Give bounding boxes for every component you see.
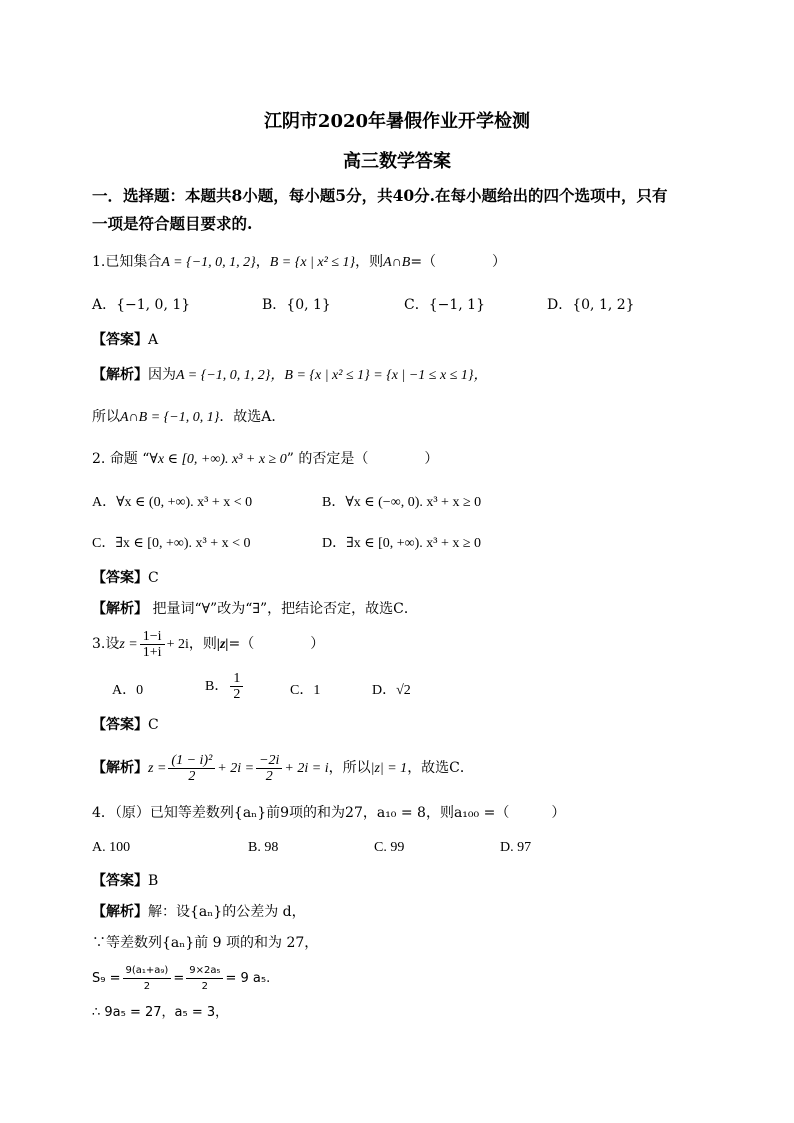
q1-analysis-math: A = {−1, 0, 1, 2}，B = {x | x² ≤ 1} = {x | −1 ≤ x ≤ 1}，: [176, 368, 488, 383]
answer-label: 【答案】: [92, 332, 148, 348]
q4-analysis-line3: [92, 962, 270, 996]
q3-analysis-mod: |z| = 1: [370, 761, 408, 776]
q3-plus: + 2i: [166, 637, 189, 652]
analysis-label: 【解析】: [92, 760, 148, 776]
q3-analysis: [92, 750, 474, 787]
q3-option-c: C．1: [290, 683, 321, 698]
section-heading-line1: 一．选择题：本题共8小题，每小题5分，共40分.在每小题给出的四个选项中，只有: [92, 186, 668, 205]
q3-option-b-label: B．: [205, 679, 229, 694]
q1-analysis-line1: [92, 366, 487, 385]
q3-ask: ，则: [188, 636, 217, 652]
q4-analysis-line1-text: 解：设{aₙ}的公差为 d，: [148, 904, 306, 920]
q1-option-d: D．{0, 1, 2}: [547, 297, 635, 313]
analysis-label: 【解析】: [92, 367, 148, 383]
q4-frac2: [186, 963, 223, 994]
q3-frac-den: 1+i: [142, 644, 162, 660]
q4-frac1: [123, 963, 172, 994]
q1-analysis-line2: [92, 408, 285, 427]
q3-analysis-frac1: [168, 753, 215, 784]
q3-analysis-frac1-den: 2: [188, 768, 196, 784]
q4-option-b: B. 98: [248, 840, 279, 855]
q4-frac1-num: 9(a₁+a₉): [123, 963, 172, 979]
q4-option-c: C. 99: [374, 840, 405, 855]
q2-option-a: A．∀x ∈ (0, +∞). x³ + x < 0: [92, 495, 253, 510]
q2-stem: [92, 450, 438, 469]
page-subtitle: 高三数学答案: [343, 151, 451, 172]
q3-analysis-mid: + 2i =: [217, 761, 255, 776]
q4-analysis-line1: [92, 903, 306, 921]
q1-set-a: A = {−1, 0, 1, 2}: [161, 255, 256, 270]
q3-option-d: D．√2: [372, 683, 411, 698]
q1-analysis-line2-math: A∩B = {−1, 0, 1}: [120, 410, 220, 425]
q3-modz: |z|: [216, 637, 229, 652]
q4-stem: 4．（原）已知等差数列{aₙ}前9项的和为27，a₁₀ = 8，则a₁₀₀ =（ ）: [92, 805, 566, 821]
answer-label: 【答案】: [92, 873, 148, 889]
answer-label: 【答案】: [92, 717, 148, 733]
q4-analysis-line4: ∴ 9a₅ = 27，a₅ = 3，: [92, 1005, 229, 1020]
q1-option-b: B．{0, 1}: [262, 297, 331, 313]
q2-option-b: B．∀x ∈ (−∞, 0). x³ + x ≥ 0: [322, 495, 482, 510]
q1-ask: ，则: [355, 254, 384, 270]
q4-answer-value: B: [148, 873, 159, 889]
q4-sum-prefix: S₉ =: [92, 971, 121, 986]
q4-option-d: D. 97: [500, 840, 532, 855]
q3-answer: [92, 716, 159, 734]
q3-z-eq: z =: [119, 637, 138, 652]
q3-analysis-end: + 2i = i: [284, 761, 329, 776]
q3-answer-value: C: [148, 717, 159, 733]
q4-answer: [92, 872, 158, 890]
analysis-label: 【解析】: [92, 601, 148, 617]
section-heading-line2: 一项是符合题目要求的.: [92, 214, 253, 233]
q1-option-a: A．{−1, 0, 1}: [92, 297, 191, 313]
q3-analysis-frac1-num: (1 − i)²: [168, 753, 215, 769]
q4-sum-suffix: = 9 a₅.: [225, 971, 271, 986]
q3-analysis-tail: ，故选C．: [407, 760, 474, 776]
q3-analysis-suffix: ，所以: [328, 760, 371, 776]
q1-stem: [92, 253, 506, 272]
q3-option-b-num: 1: [230, 671, 243, 687]
q1-analysis-prefix: 因为: [148, 367, 176, 383]
q2-option-d: D．∃x ∈ [0, +∞). x³ + x ≥ 0: [322, 536, 482, 551]
q3-fraction: [140, 629, 165, 660]
q3-analysis-frac2: [256, 753, 282, 784]
q3-stem: [92, 627, 324, 662]
q2-analysis: [92, 600, 418, 618]
q1-analysis-line2-suffix: ．故选A．: [219, 409, 286, 425]
q4-analysis-line2: ∵等差数列{aₙ}前 9 项的和为 27，: [92, 935, 319, 951]
q2-analysis-text: 把量词“∀”改为“∃”，把结论否定，故选C．: [148, 601, 418, 617]
q3-blank: =（ ）: [228, 636, 325, 652]
q1-blank: =（ ）: [410, 254, 507, 270]
q1-set-b: B = {x | x² ≤ 1}: [269, 255, 356, 270]
q3-analysis-z: z =: [148, 761, 167, 776]
analysis-label: 【解析】: [92, 904, 148, 920]
q3-frac-num: 1−i: [140, 629, 165, 645]
q3-stem-prefix: 3.设: [92, 636, 120, 652]
q1-stem-prefix: 1.已知集合: [92, 254, 162, 270]
q2-answer-value: C: [148, 570, 159, 586]
q4-frac1-den: 2: [143, 981, 151, 992]
q1-comma: ，: [255, 254, 270, 270]
q1-analysis-line2-prefix: 所以: [92, 409, 120, 425]
q2-option-c: C．∃x ∈ [0, +∞). x³ + x < 0: [92, 536, 251, 551]
q3-analysis-frac2-den: 2: [265, 768, 273, 784]
q3-option-b-den: 2: [233, 687, 241, 703]
q3-option-b-fraction: [230, 671, 243, 702]
q4-frac2-den: 2: [201, 981, 209, 992]
q3-option-b: [205, 670, 245, 704]
q1-expr: A∩B: [383, 255, 411, 270]
q1-answer: [92, 331, 158, 349]
q3-analysis-frac2-num: −2i: [256, 753, 282, 769]
q1-answer-value: A: [148, 332, 159, 348]
q3-option-a: A．0: [112, 683, 144, 698]
q2-answer: [92, 569, 159, 587]
q4-option-a: A. 100: [92, 840, 131, 855]
page-title: 江阴市2020年暑假作业开学检测: [263, 111, 531, 132]
q2-stem-prefix: 2. 命题 “: [92, 451, 150, 467]
q4-eq: =: [173, 971, 185, 986]
q2-stem-math: ∀x ∈ [0, +∞). x³ + x ≥ 0: [149, 452, 287, 467]
q1-option-c: C．{−1, 1}: [404, 297, 485, 313]
q4-frac2-num: 9×2a₅: [186, 963, 223, 979]
q2-stem-suffix: ” 的否定是（ ）: [286, 451, 439, 467]
answer-label: 【答案】: [92, 570, 148, 586]
